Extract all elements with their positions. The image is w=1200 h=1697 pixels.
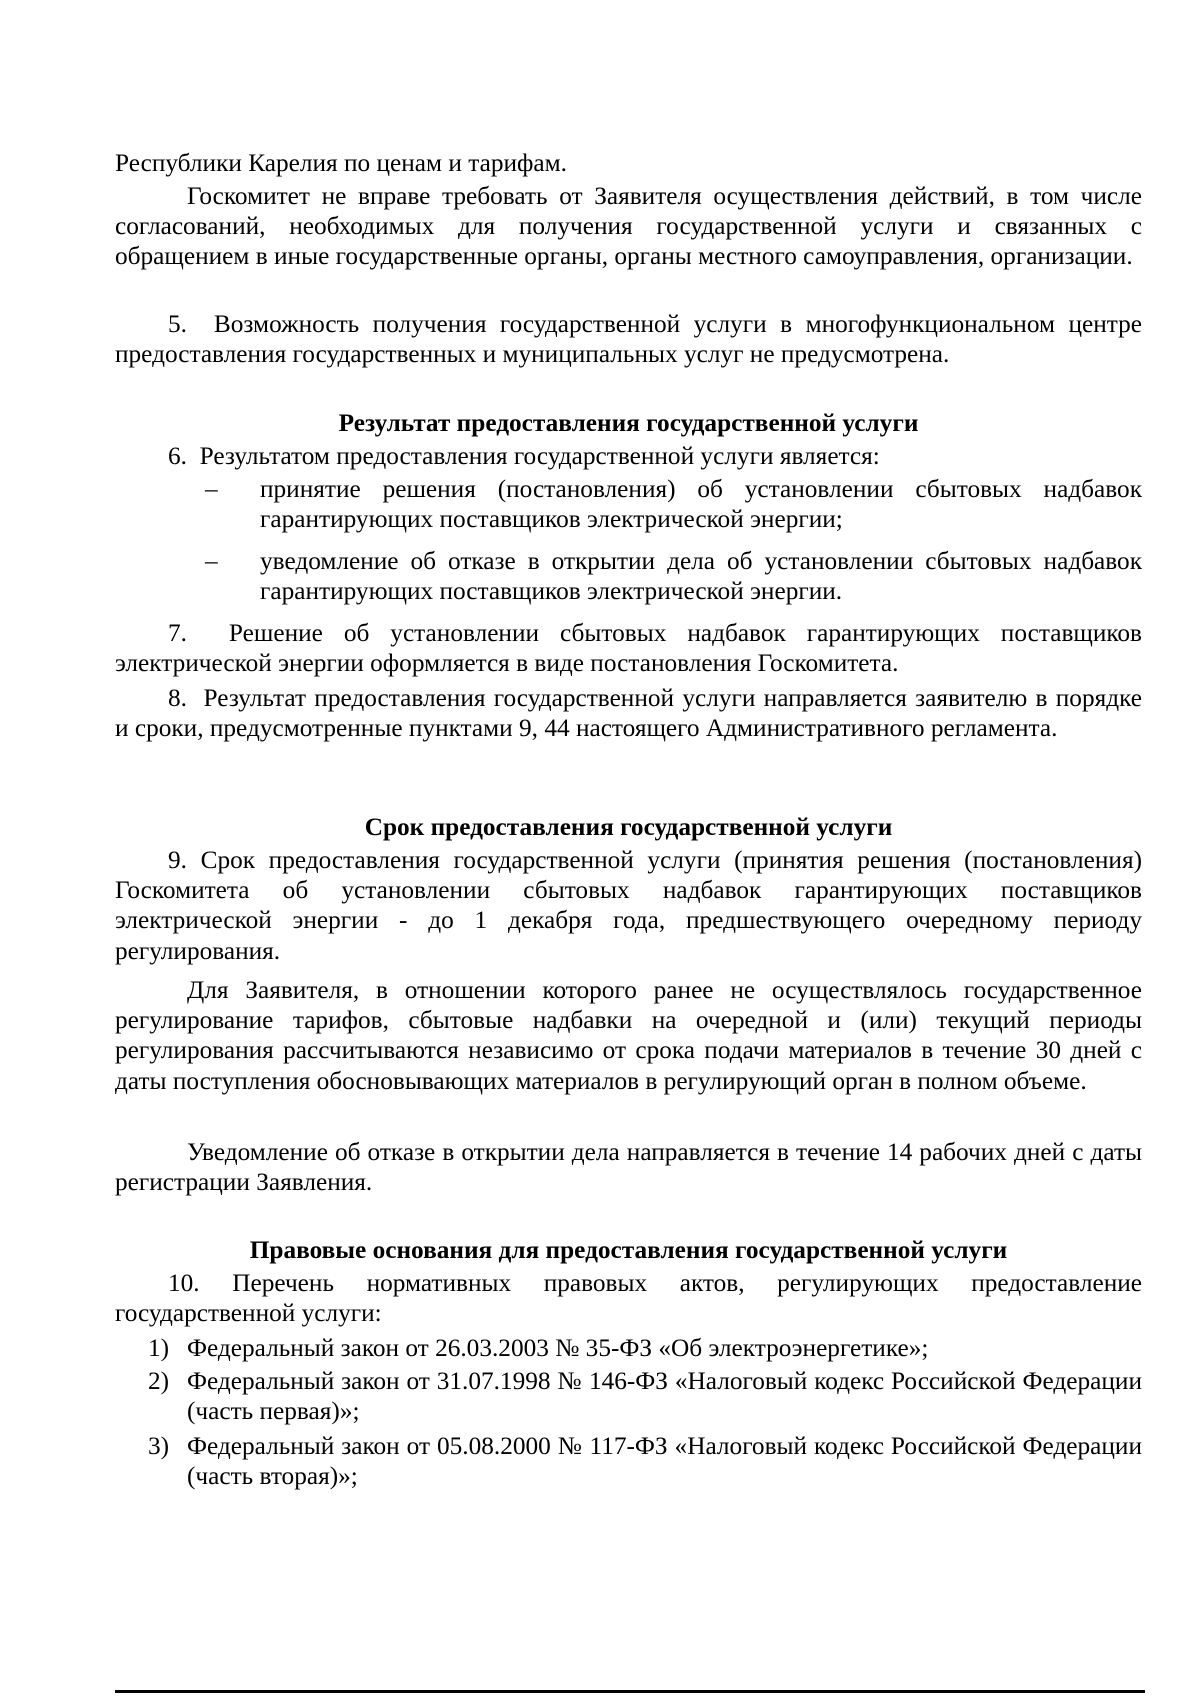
item-number: 10. [168, 1269, 200, 1297]
list-item-10 [115, 1268, 1142, 1328]
item-number: 8. [168, 684, 187, 712]
term-paragraph-2: Для Заявителя, в отношении которого ранее не осуществлялось государственное регулирование тарифов, сбытовые надбавки на очередной и (или) текущий периоды регулирования рассчитываются независимо от срока подачи материалов в течение 30 дней с даты поступления обосновывающих материалов в регулирующий орган в полном объеме. [115, 976, 1142, 1095]
law-text: Федеральный закон от 05.08.2000 № 117-ФЗ «Налоговый кодекс Российской Федерации (часть вторая)»; [187, 1432, 1142, 1491]
term-paragraph-3: Уведомление об отказе в открытии дела направляется в течение 14 рабочих дней с даты регистрации Заявления. [115, 1138, 1142, 1197]
law-list-item [148, 1366, 1142, 1426]
law-text: Федеральный закон от 26.03.2003 № 35-ФЗ «Об электроэнергетике»; [187, 1334, 929, 1362]
item-number: 5. [168, 310, 187, 338]
list-item-7 [115, 618, 1142, 678]
intro-line: Республики Карелия по ценам и тарифам. [115, 149, 567, 177]
dash-list-item [205, 546, 1142, 606]
item-number: 7. [168, 619, 187, 647]
section-heading-term: Срок предоставления государственной услуги [364, 813, 893, 841]
law-number: 2) [148, 1367, 170, 1395]
item-text: Решение об установлении сбытовых надбавок гарантирующих поставщиков электрической энергии оформляется в виде постановления Госкомитета. [115, 619, 1143, 678]
dash-list-item [205, 474, 1142, 534]
law-list-item [148, 1431, 1142, 1491]
item-text: Результат предоставления государственной услуги направляется заявителю в порядке и сроки, предусмотренные пунктами 9, 44 настоящего Административного регламента. [115, 684, 1142, 743]
law-list-item [148, 1333, 1142, 1363]
item-text: Возможность получения государственной услуги в многофункциональном центре предоставления государственных и муниципальных услуг не предусмотрена. [115, 310, 1142, 369]
section-heading-legal: Правовые основания для предоставления государственной услуги [249, 1236, 1008, 1264]
law-text: Федеральный закон от 31.07.1998 № 146-ФЗ «Налоговый кодекс Российской Федерации (часть первая)»; [187, 1367, 1142, 1426]
bottom-rule [115, 1690, 1145, 1693]
item-text: Срок предоставления государственной услуги (принятия решения (постановления) Госкомитета об установлении сбытовых надбавок гарантирующих поставщиков электрической энергии - до 1 декабря года, предшествующего очередному периоду регулирования. [115, 846, 1143, 965]
item-text: Результатом предоставления государственной услуги является: [199, 442, 880, 470]
law-number: 1) [148, 1334, 170, 1362]
section-heading-result: Результат предоставления государственной услуги [338, 409, 919, 437]
intro-paragraph: Госкомитет не вправе требовать от Заявителя осуществления действий, в том числе согласований, необходимых для получения государственной услуги и связанных с обращением в иные государственные органы, органы местного самоуправления, организации. [115, 182, 1142, 271]
item-text: Перечень нормативных правовых актов, регулирующих предоставление государственной услуги: [115, 1269, 1143, 1328]
dash-marker: – [205, 547, 218, 575]
list-item-9 [115, 845, 1142, 966]
item-number: 6. [168, 442, 187, 470]
list-item-8 [115, 683, 1142, 743]
item-number: 9. [168, 846, 187, 874]
dash-item-text: уведомление об отказе в открытии дела об установлении сбытовых надбавок гарантирующих поставщиков электрической энергии. [260, 547, 1142, 606]
list-item-6 [168, 441, 1142, 471]
dash-marker: – [205, 475, 218, 503]
dash-item-text: принятие решения (постановления) об установлении сбытовых надбавок гарантирующих поставщиков электрической энергии; [260, 475, 1142, 534]
law-number: 3) [148, 1432, 170, 1460]
list-item-5 [115, 309, 1142, 369]
